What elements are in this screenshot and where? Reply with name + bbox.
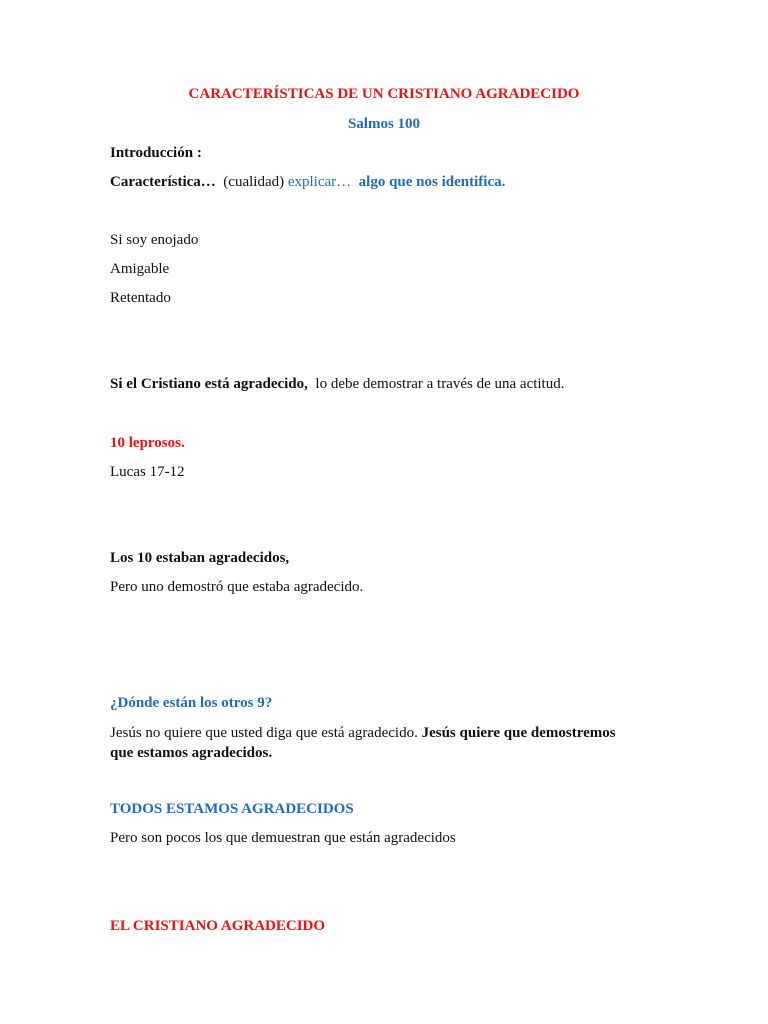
caracteristica-term: Característica…	[110, 174, 216, 190]
jesus-plain: Jesús no quiere que usted diga que está agradecido.	[110, 725, 418, 741]
ten-grateful: Los 10 estaban agradecidos,	[110, 550, 290, 566]
caracteristica-paren: (cualidad)	[223, 174, 285, 190]
example-item: Retentado	[110, 290, 171, 306]
thankful-line	[110, 374, 564, 394]
thankful-bold: Si el Cristiano está agradecido,	[110, 376, 308, 392]
few-show: Pero son pocos los que demuestran que están agradecidos	[110, 830, 456, 846]
question-heading: ¿Dónde están los otros 9?	[110, 695, 273, 711]
thankful-rest: lo debe demostrar a través de una actitud.	[315, 376, 565, 392]
jesus-bold-2: que estamos agradecidos.	[110, 745, 273, 761]
document-title: CARACTERÍSTICAS DE UN CRISTIANO AGRADECIDO	[188, 86, 580, 102]
intro-label: Introducción :	[110, 145, 202, 161]
all-grateful-heading: TODOS ESTAMOS AGRADECIDOS	[110, 801, 354, 817]
jesus-line-1	[110, 723, 616, 743]
example-item: Amigable	[110, 261, 170, 277]
jesus-bold-1: Jesús quiere que demostremos	[421, 725, 616, 741]
caracteristica-identity: algo que nos identifica.	[358, 174, 506, 190]
lepers-reference: Lucas 17-12	[110, 464, 185, 480]
caracteristica-line	[110, 172, 505, 192]
one-showed: Pero uno demostró que estaba agradecido.	[110, 579, 364, 595]
caracteristica-explain: explicar…	[287, 174, 352, 190]
closing-heading: EL CRISTIANO AGRADECIDO	[110, 918, 326, 934]
lepers-heading: 10 leprosos.	[110, 435, 185, 451]
document-subtitle: Salmos 100	[347, 116, 421, 132]
example-item: Si soy enojado	[110, 232, 199, 248]
